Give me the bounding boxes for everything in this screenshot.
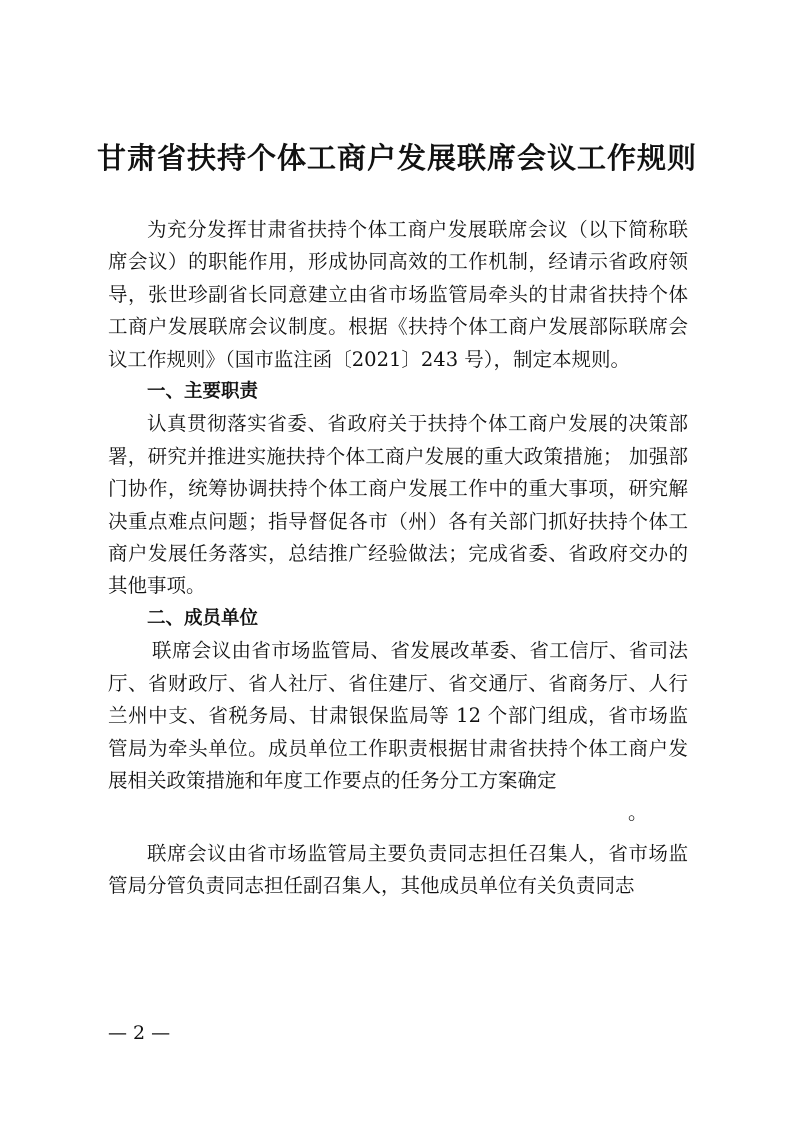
intro-paragraph: 为充分发挥甘肃省扶持个体工商户发展联席会议（以下简称联席会议）的职能作用，形成协同高效的工作机制，经请示省政府领导，张世珍副省长同意建立由省市场监管局牵头的甘肃省扶持个体工商户发展联席会议制度。根据《扶持个体工商户发展部际联席会议工作规则》（国市监注函〔2021〕243 号），制定本规则。 — [108, 218, 688, 371]
section-2-text: 联席会议由省市场监管局、省发展改革委、省工信厅、省司法厅、省财政厅、省人社厅、省住建厅、省交通厅、省商务厅、人行兰州中支、省税务局、甘肃银保监局等 12 个部门组成，省市场监管局为牵头单位。成员单位工作职责根据甘肃省扶持个体工商户发展相关政策措施和年度工作要点的任务分工方案确定 — [108, 639, 688, 792]
section-2-paragraph — [108, 635, 688, 829]
document-title: 甘肃省扶持个体工商户发展联席会议工作规则 — [96, 141, 697, 175]
section-2-end-mark: 。 — [628, 801, 648, 825]
section-2-heading: 二、成员单位 — [147, 607, 259, 629]
page-number: — 2 — — [108, 1022, 171, 1044]
document-body — [108, 214, 688, 903]
section-1-heading: 一、主要职责 — [147, 381, 259, 403]
section-1-paragraph: 认真贯彻落实省委、省政府关于扶持个体工商户发展的决策部署，研究并推进实施扶持个体工商户发展的重大政策措施； 加强部门协作，统筹协调扶持个体工商户发展工作中的重大事项，研究解决重点难点问题；指导督促各市（州）各有关部门抓好扶持个体工商户发展任务落实，总结推广经验做法；完成省委、省政府交办的其他事项。 — [108, 412, 688, 598]
section-2-paragraph-2: 联席会议由省市场监管局主要负责同志担任召集人，省市场监管局分管负责同志担任副召集人，其他成员单位有关负责同志 — [108, 841, 688, 898]
